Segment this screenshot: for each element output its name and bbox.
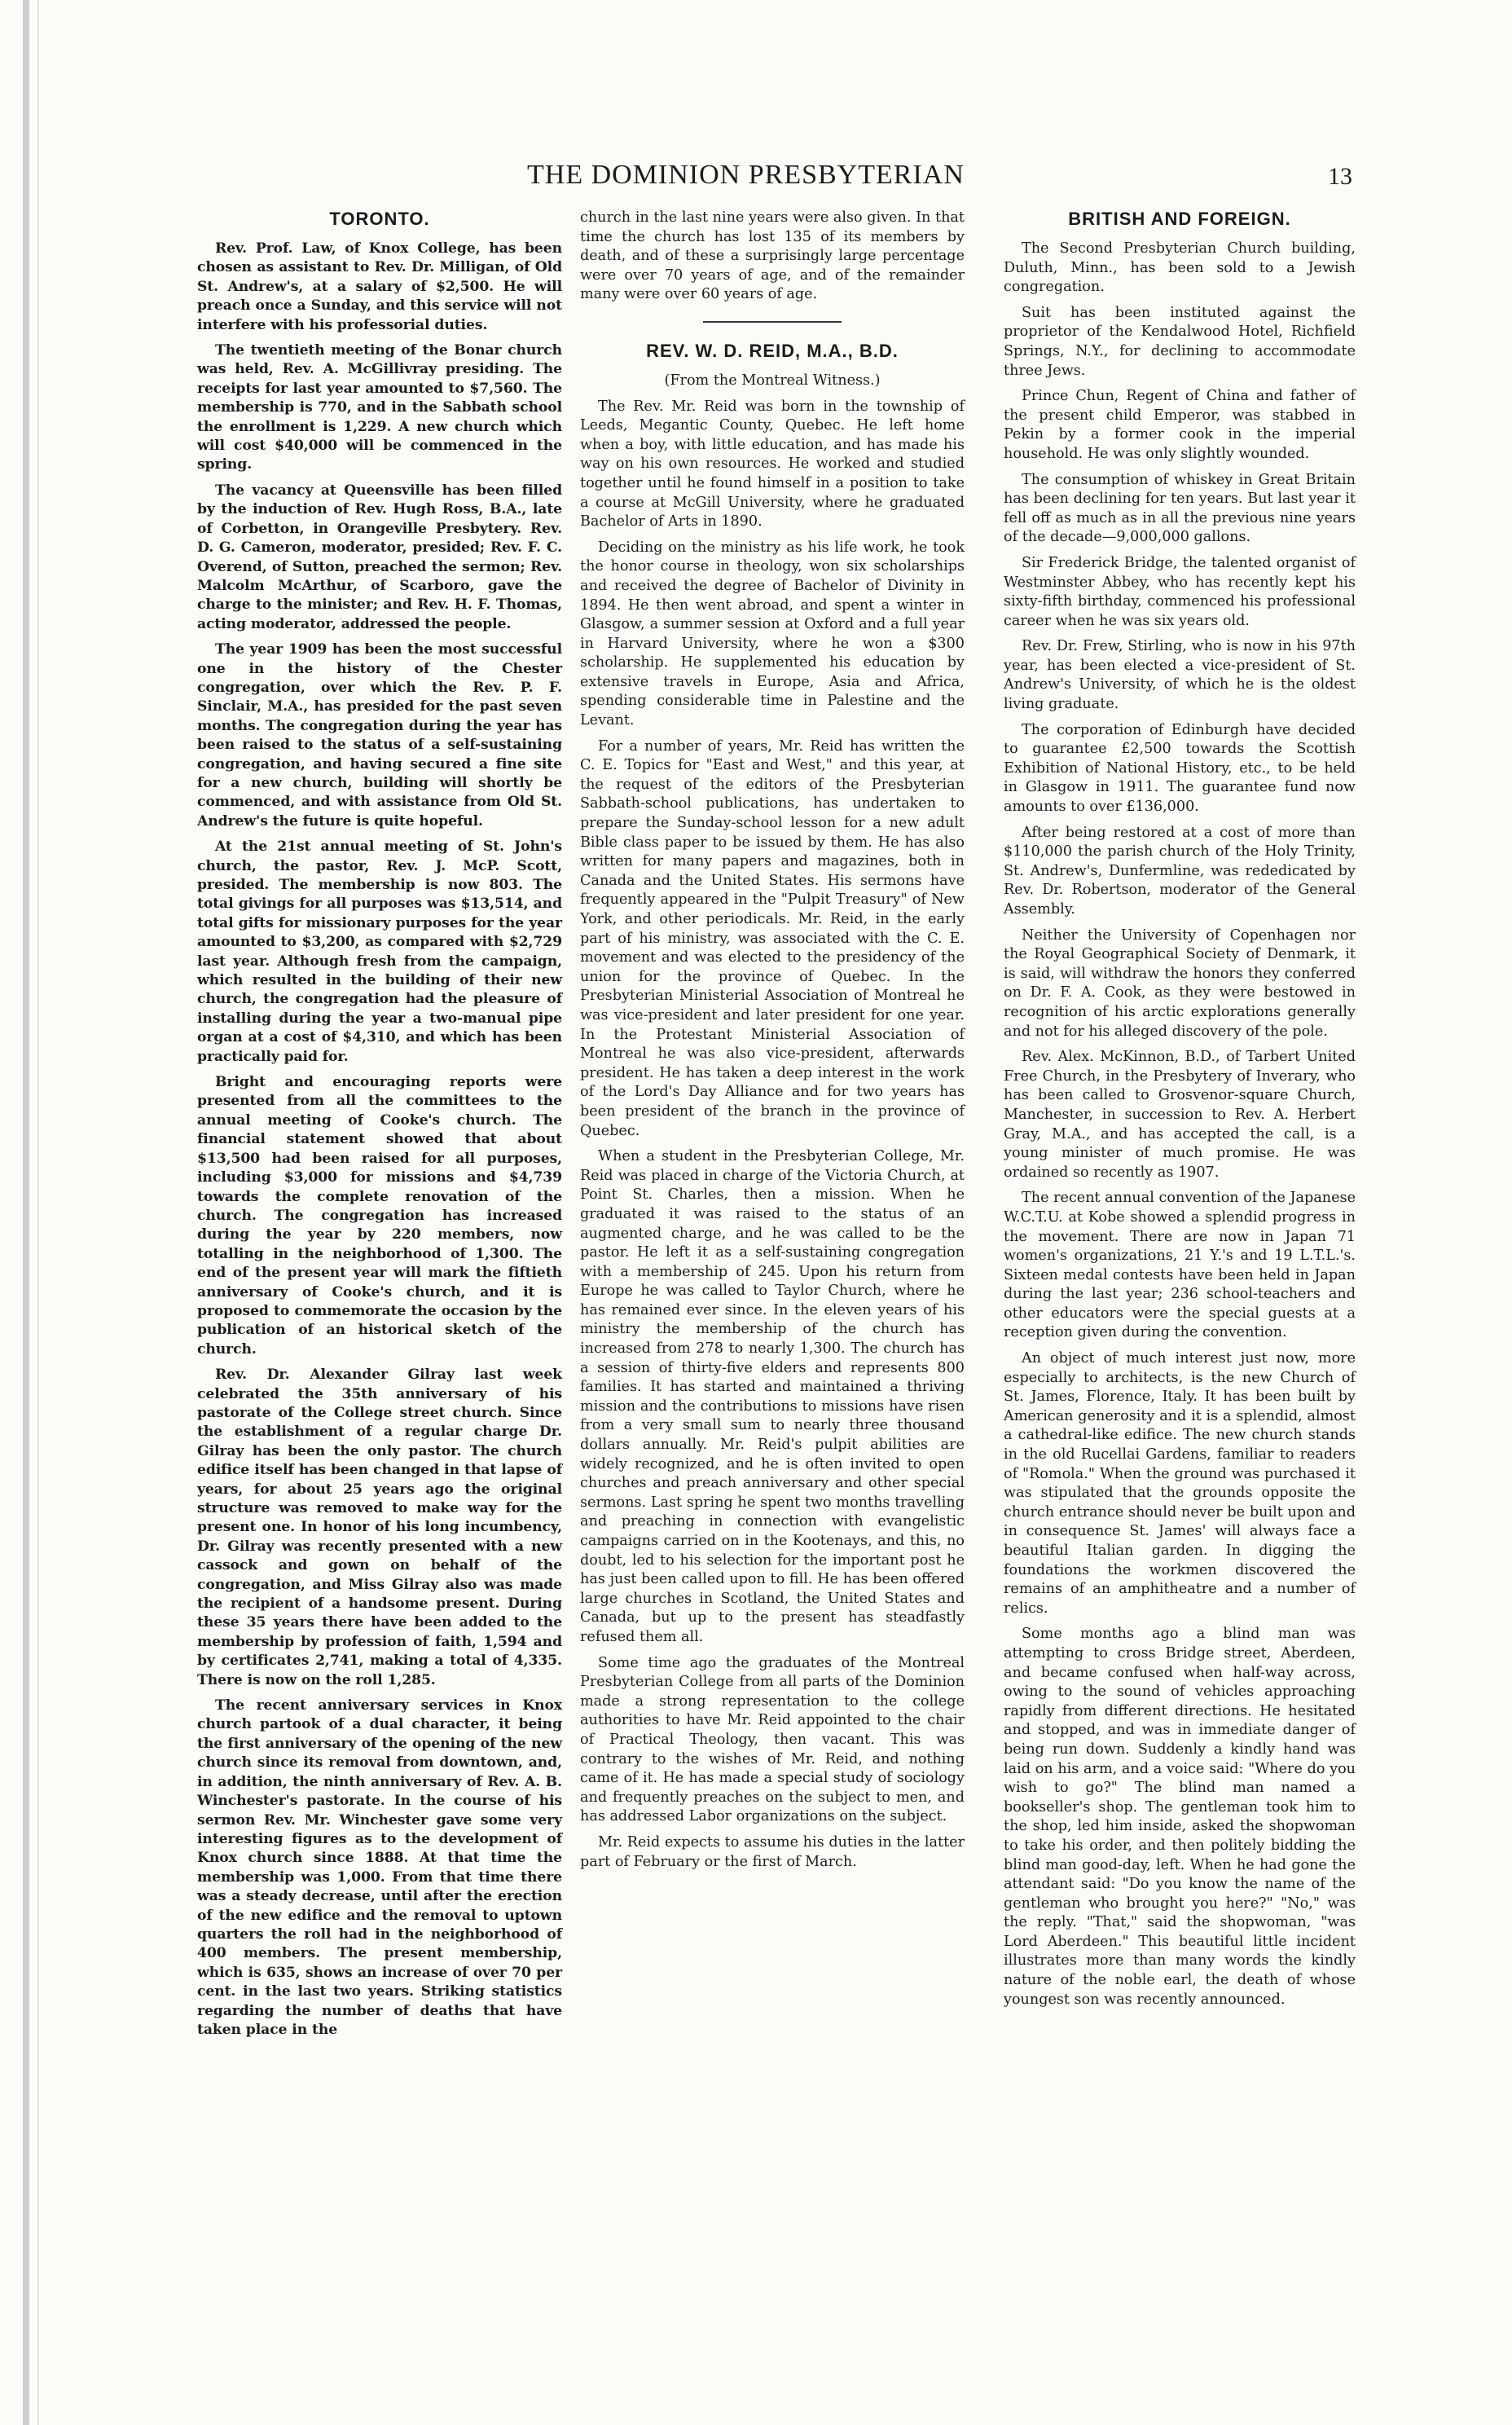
article-paragraph: The vacancy at Queensville has been filled by the induction of Rev. Hugh Ross, B.A., late of Corbetton, in Orangeville Presbytery. Rev. D. G. Cameron, moderator, presided; Rev. F. C. Overend, of Sutton, preached the sermon; Rev. Malcolm McArthur, of Scarboro, gave the charge to the minister; and Rev. H. F. Thomas, acting moderator, addressed the people. xyxy=(197,482,562,632)
article-paragraph: The Rev. Mr. Reid was born in the township of Leeds, Megantic County, Quebec. He left home when a boy, with little education, and has made his way on his own resources. He worked and studied together until he found himself in a position to take a course at McGill University, where he graduated Bachelor of Arts in 1890. xyxy=(580,398,965,530)
article-paragraph: An object of much interest just now, more especially to architects, is the new Church of St. James, Florence, Italy. It has been built by American generosity and it is a splendid, almost a cathedral-like edifice. The new church stands in the old Rucellai Gardens, familiar to readers of "Romola." When the ground was purchased it was stipulated that the grounds opposite the church entrance should never be built upon and in consequence St. James' will always face a beautiful Italian garden. In digging the foundations the workmen discovered the remains of an amphitheatre and a number of relics. xyxy=(1004,1350,1356,1617)
article-paragraph: At the 21st annual meeting of St. John's church, the pastor, Rev. J. McP. Scott, presided. The membership is now 803. The total givings for all purposes was $13,514, and total gifts for missionary purposes for the year amounted to $3,200, as compared with $2,729 last year. Although fresh from the campaign, which resulted in the building of their new church, the congregation had the pleasure of installing during the year a two-manual pipe organ at a cost of $4,310, and which has been practically paid for. xyxy=(197,838,562,1065)
section-title-british-foreign: BRITISH AND FOREIGN. xyxy=(1068,209,1291,229)
article-paragraph: Rev. Dr. Frew, Stirling, who is now in his 97th year, has been elected a vice-president of St. Andrew's University, of which he is the oldest living graduate. xyxy=(1004,638,1356,713)
article-paragraph: The recent annual convention of the Japanese W.C.T.U. at Kobe showed a splendid progress in the movement. There are now in Japan 71 women's organizations, 21 Y.'s and 19 L.T.L.'s. Sixteen medal contests have been held in Japan during the last year; 236 school-teachers and other educators were the special guests at a reception given during the convention. xyxy=(1004,1190,1356,1341)
article-paragraph: The twentieth meeting of the Bonar church was held, Rev. A. McGillivray presiding. The receipts for last year amounted to $7,560. The membership is 770, and in the Sabbath school the enrollment is 1,229. A new church which will cost $40,000 will be commenced in the spring. xyxy=(197,342,562,473)
column-toronto xyxy=(197,209,562,2046)
column-british-foreign xyxy=(1004,209,1356,2016)
continued-paragraph: church in the last nine years were also given. In that time the church has lost 135 of its members by death, and of these a surprisingly large percentage were over 70 years of age, and of the remainder many were over 60 years of age. xyxy=(580,209,965,303)
article-paragraph: The Second Presbyterian Church building, Duluth, Minn., has been sold to a Jewish congregation. xyxy=(1004,240,1356,296)
article-paragraph: Mr. Reid expects to assume his duties in the latter part of February or the first of March. xyxy=(580,1833,965,1870)
article-paragraph: The year 1909 has been the most successful one in the history of the Chester congregation, over which the Rev. P. F. Sinclair, M.A., has presided for the past seven months. The congregation during the year has been raised to the status of a self-sustaining congregation, and having secured a fine site for a new church, building will shortly be commenced, and with assistance from Old St. Andrew's the future is quite hopeful. xyxy=(197,641,562,830)
article-paragraph: Some time ago the graduates of the Montreal Presbyterian College from all parts of the Dominion made a strong representation to the college authorities to have Mr. Reid appointed to the chair of Practical Theology, then vacant. This was contrary to the wishes of Mr. Reid, and nothing came of it. He has made a special study of sociology and frequently preaches on the subject to men, and has addressed Labor organizations on the subject. xyxy=(580,1654,965,1825)
page-edge-shadow xyxy=(23,0,29,2425)
article-paragraph: The corporation of Edinburgh have decided to guarantee £2,500 towards the Scottish Exhibition of National History, etc., to be held in Glasgow in 1911. The guarantee fund now amounts to over £136,000. xyxy=(1004,721,1356,816)
section-title-reid: REV. W. D. REID, M.A., B.D. xyxy=(646,340,899,361)
article-paragraph: The recent anniversary services in Knox church partook of a dual character, it being the first anniversary of the opening of the new church since its removal from downtown, and, in addition, the ninth anniversary of Rev. A. B. Winchester's pastorate. In the course of his sermon Rev. Mr. Winchester gave some very interesting figures as to the development of Knox church since 1888. At that time the membership was 1,000. From that time there was a steady decrease, until after the erection of the new edifice and the removal to uptown quarters the roll had in the neighborhood of 400 members. The present membership, which is 635, shows an increase of over 70 per cent. in the last two years. Striking statistics regarding the number of deaths that have taken place in the xyxy=(197,1697,562,2038)
column-reid xyxy=(580,209,965,1878)
article-paragraph: Bright and encouraging reports were presented from all the committees to the annual meeting of Cooke's church. The financial statement showed that about $13,500 had been raised for all purposes, including $3,000 for missions and $4,739 towards the complete renovation of the church. The congregation has increased during the year by 220 members, now totalling in the neighborhood of 1,300. The end of the present year will mark the fiftieth anniversary of Cooke's church, and it is proposed to commemorate the occasion by the publication of an historical sketch of the church. xyxy=(197,1074,562,1358)
section-title-toronto: TORONTO. xyxy=(329,209,430,229)
page-header xyxy=(189,160,1352,200)
article-paragraph: Deciding on the ministry as his life work, he took the honor course in theology, won six scholarships and received the degree of Bachelor of Divinity in 1894. He then went abroad, and spent a winter in Glasgow, a summer session at Oxford and a full year in Harvard University, where he won a $300 scholarship. He supplemented his education by extensive travels in Europe, Asia and Africa, spending considerable time in Palestine and the Levant. xyxy=(580,539,965,729)
article-paragraph: Rev. Dr. Alexander Gilray last week celebrated the 35th anniversary of his pastorate of the College street church. Since the establishment of a regular charge Dr. Gilray has been the only pastor. The church edifice itself has been changed in that lapse of years, for about 25 years ago the original structure was removed to make way for the present one. In honor of his long incumbency, Dr. Gilray was recently presented with a new cassock and gown on behalf of the congregation, and Miss Gilray also was made the recipient of a handsome present. During these 35 years there have been added to the membership by profession of faith, 1,594 and by certificates 2,741, making a total of 4,335. There is now on the roll 1,285. xyxy=(197,1367,562,1688)
article-paragraph: Sir Frederick Bridge, the talented organist of Westminster Abbey, who has recently kept his sixty-fifth birthday, commenced his professional career when he was six years old. xyxy=(1004,554,1356,629)
article-paragraph: For a number of years, Mr. Reid has written the C. E. Topics for "East and West," and this year, at the request of the editors of the Presbyterian Sabbath-school publications, has undertaken to prepare the Sunday-school lesson for a new adult Bible class paper to be issued by them. He has also written for many papers and magazines, both in Canada and the United States. His sermons have frequently appeared in the "Pulpit Treasury" of New York, and other periodicals. Mr. Reid, in the early part of his ministry, was associated with the C. E. movement and was elected to the presidency of the union for the province of Quebec. In the Presbyterian Ministerial Association of Montreal he was vice-president and later president for one year. In the Protestant Ministerial Association of Montreal he was also vice-president, afterwards president. He has taken a deep interest in the work of the Lord's Day Alliance and for two years has been president of the branch in the province of Quebec. xyxy=(580,737,965,1139)
article-paragraph: Rev. Prof. Law, of Knox College, has been chosen as assistant to Rev. Dr. Milligan, of Old St. Andrew's, at a salary of $2,500. He will preach once a Sunday, and this service will not interfere with his professorial duties. xyxy=(197,240,562,333)
article-paragraph: Suit has been instituted against the proprietor of the Kendalwood Hotel, Richfield Springs, N.Y., for declining to accommodate three Jews. xyxy=(1004,304,1356,379)
page-edge-line xyxy=(37,0,39,2425)
article-paragraph: Prince Chun, Regent of China and father of the present child Emperor, was stabbed in Pekin by a former cook in the imperial household. He was only slightly wounded. xyxy=(1004,388,1356,462)
publication-title: THE DOMINION PRESBYTERIAN xyxy=(527,160,965,190)
article-paragraph: The consumption of whiskey in Great Britain has been declining for ten years. But last year it fell off as much as in all the previous nine years of the decade—9,000,000 gallons. xyxy=(1004,471,1356,546)
article-paragraph: When a student in the Presbyterian College, Mr. Reid was placed in charge of the Victoria Church, at Point St. Charles, then a mission. When he graduated it was raised to the status of an augmented charge, and he was called to be the pastor. He left it as a self-sustaining congregation with a membership of 245. Upon his return from Europe he was called to Taylor Church, where he has remained ever since. In the eleven years of his ministry the membership of the church has increased from 278 to nearly 1,300. The church has a session of thirty-five elders and represents 800 families. It has started and maintained a thriving mission and the contributions to missions have risen from a very small sum to nearly three thousand dollars annually. Mr. Reid's pulpit abilities are widely recognized, and he is often invited to open churches and preach anniversary and other special sermons. Last spring he spent two months travelling and preaching in connection with evangelistic campaigns carried on in the Kootenays, and this, no doubt, led to his selection for the important post he has just been called upon to fill. He has been offered large churches in Scotland, the United States and Canada, but up to the present has steadfastly refused them all. xyxy=(580,1148,965,1645)
section-divider xyxy=(703,321,842,323)
article-paragraph: Neither the University of Copenhagen nor the Royal Geographical Society of Denmark, it is said, will withdraw the honors they conferred on Dr. F. A. Cook, as they were bestowed in recognition of his arctic explorations generally and not for his alleged discovery of the pole. xyxy=(1004,926,1356,1040)
article-paragraph: Some months ago a blind man was attempting to cross Bridge street, Aberdeen, and became confused when half-way across, owing to the sound of vehicles approaching rapidly from different directions. He hesitated and stopped, and was in immediate danger of being run down. Suddenly a kindly hand was laid on his arm, and a voice said: "Where do you wish to go?" The blind man named a bookseller's shop. The gentleman took him to the shop, led him inside, asked the shopwoman to take his order, and then politely bidding the blind man good-day, left. When he had gone the attendant said: "Do you know the name of the gentleman who brought you here?" "No," was the reply. "That," said the shopwoman, "was Lord Aberdeen." This beautiful little incident illustrates more than many words the kindly nature of the noble earl, the death of whose youngest son was recently announced. xyxy=(1004,1626,1356,2008)
article-paragraph: Rev. Alex. McKinnon, B.D., of Tarbert United Free Church, in the Presbytery of Inverary, who has been called to Grosvenor-square Church, Manchester, in succession to Rev. A. Herbert Gray, M.A., and has accepted the call, is a young minister of much promise. He was ordained so recently as 1907. xyxy=(1004,1049,1356,1181)
page-number: 13 xyxy=(1328,163,1352,190)
article-source: (From the Montreal Witness.) xyxy=(664,372,881,389)
article-paragraph: After being restored at a cost of more than $110,000 the parish church of the Holy Trinity, St. Andrew's, Dunfermline, was rededicated by Rev. Dr. Robertson, moderator of the General Assembly. xyxy=(1004,824,1356,918)
